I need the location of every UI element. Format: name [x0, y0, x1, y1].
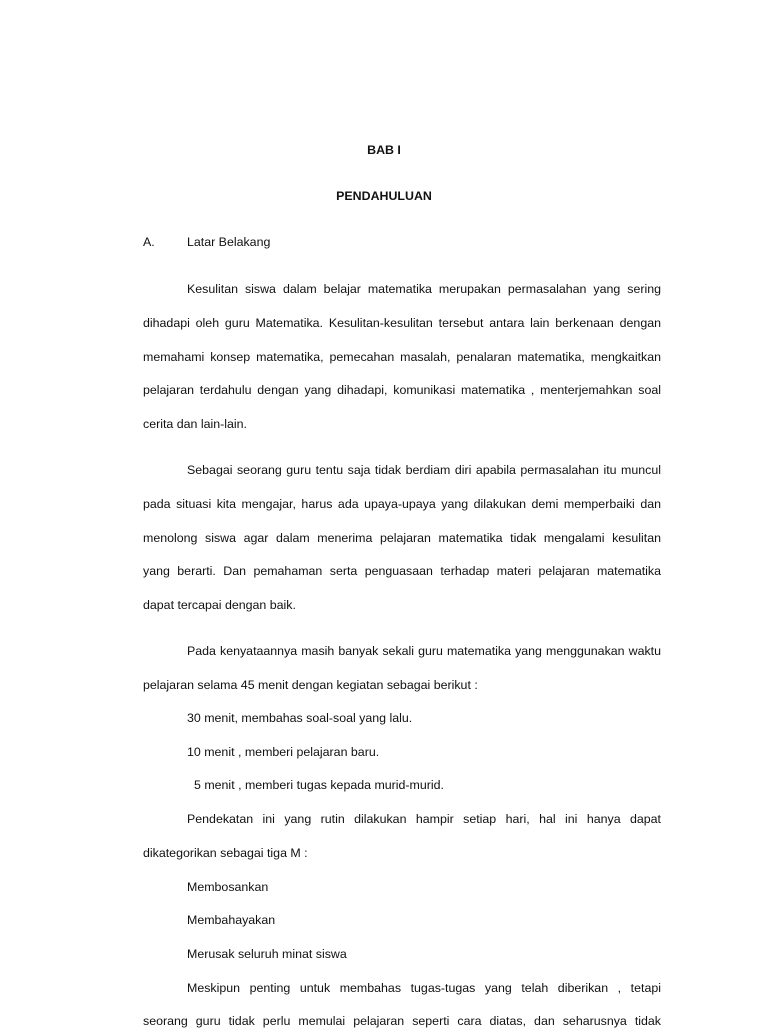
paragraph-2-line: Sebagai seorang guru tentu saja tidak berdiam diri apabila permasalahan itu muncul	[187, 463, 661, 477]
paragraph-5-line: Meskipun penting untuk membahas tugas-tugas yang telah diberikan , tetapi	[187, 981, 661, 995]
chapter-title: PENDAHULUAN	[336, 189, 432, 203]
schedule-item: 30 menit, membahas soal-soal yang lalu.	[187, 711, 413, 725]
paragraph-1-line: memahami konsep matematika, pemecahan masalah, penalaran matematika, mengkaitkan	[143, 350, 661, 364]
section-letter: A.	[143, 235, 155, 249]
paragraph-4-line: dikategorikan sebagai tiga M :	[143, 846, 308, 860]
paragraph-3-line: pelajaran selama 45 menit dengan kegiatan sebagai berikut :	[143, 678, 478, 692]
paragraph-2-line: dapat tercapai dengan baik.	[143, 598, 296, 612]
schedule-item: 5 menit , memberi tugas kepada murid-murid.	[194, 778, 444, 792]
paragraph-2-line: pada situasi kita mengajar, harus ada upaya-upaya yang dilakukan demi memperbaiki dan	[143, 497, 661, 511]
paragraph-3-line: Pada kenyataannya masih banyak sekali guru matematika yang menggunakan waktu	[187, 644, 661, 658]
three-m-item: Merusak seluruh minat siswa	[187, 947, 347, 961]
paragraph-2-line: menolong siswa agar dalam menerima pelajaran matematika tidak mengalami kesulitan	[143, 531, 661, 545]
paragraph-5-line: seorang guru tidak perlu memulai pelajaran seperti cara diatas, dan seharusnya tidak	[143, 1014, 661, 1028]
three-m-item: Membosankan	[187, 880, 269, 894]
chapter-number: BAB I	[367, 143, 401, 157]
paragraph-2-line: yang berarti. Dan pemahaman serta penguasaan terhadap materi pelajaran matematika	[143, 564, 661, 578]
paragraph-1-line: cerita dan lain-lain.	[143, 417, 248, 431]
three-m-item: Membahayakan	[187, 913, 276, 927]
schedule-item: 10 menit , memberi pelajaran baru.	[187, 745, 380, 759]
section-title: Latar Belakang	[187, 235, 271, 249]
paragraph-1-line: Kesulitan siswa dalam belajar matematika merupakan permasalahan yang sering	[187, 282, 661, 296]
paragraph-1-line: dihadapi oleh guru Matematika. Kesulitan-kesulitan tersebut antara lain berkenaan dengan	[143, 316, 661, 330]
paragraph-4-line: Pendekatan ini yang rutin dilakukan hampir setiap hari, hal ini hanya dapat	[187, 812, 661, 826]
paragraph-1-line: pelajaran terdahulu dengan yang dihadapi, komunikasi matematika , menterjemahkan soal	[143, 383, 661, 397]
